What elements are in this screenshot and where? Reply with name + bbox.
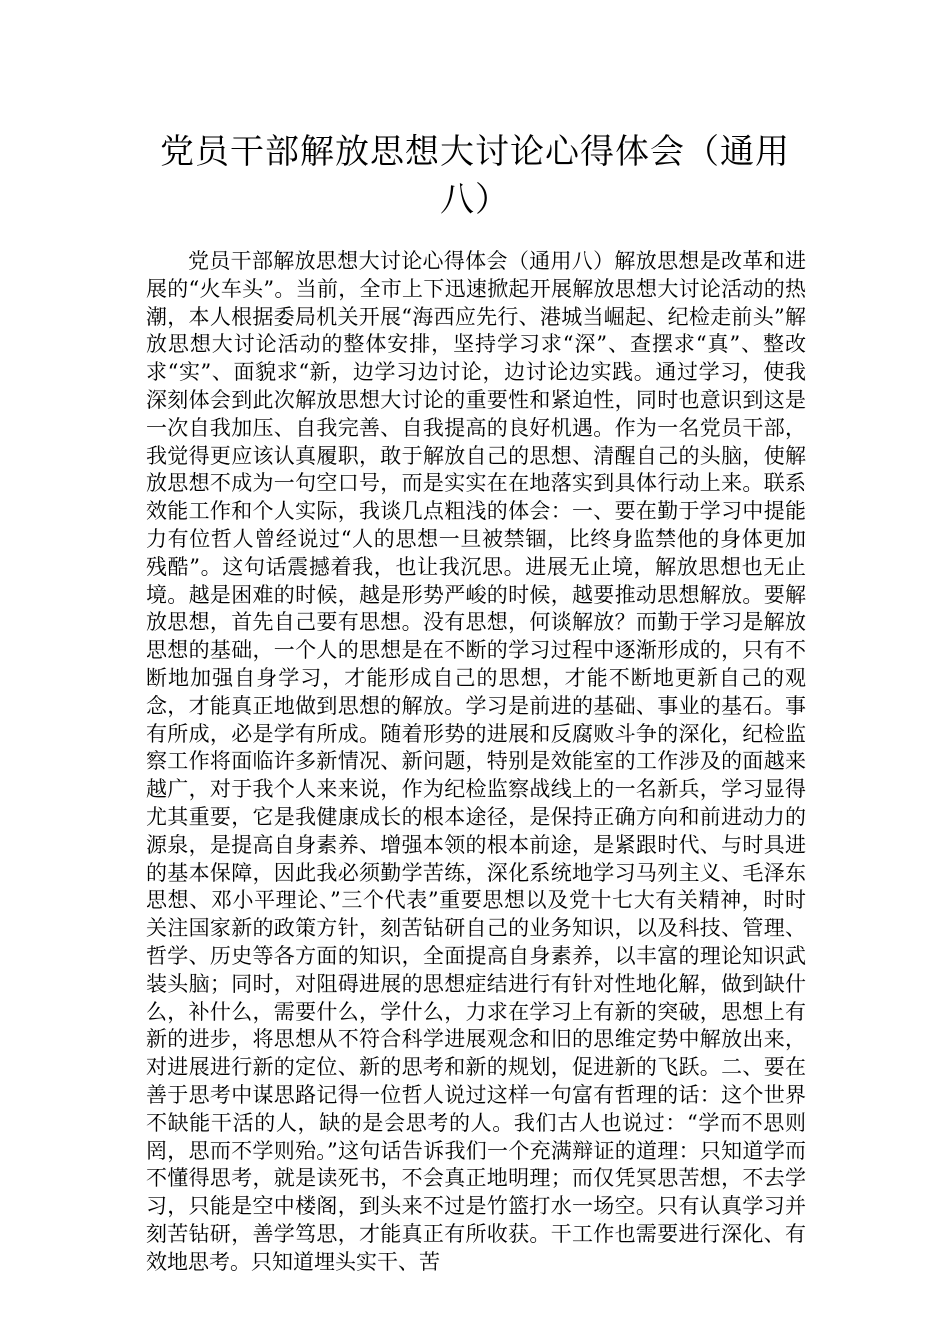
document-body-paragraph: 党员干部解放思想大讨论心得体会（通用八）解放思想是改革和进展的“火车头”。当前，全市上下迅速掀起开展解放思想大讨论活动的热潮，本人根据委局机关开展“海西应先行、港城当崛起、纪检走前头”解放思想大讨论活动的整体安排，坚持学习求“深”、查摆求“真”、整改求“实”、面貌求“新，边学习边讨论，边讨论边实践。通过学习，使我深刻体会到此次解放思想大讨论的重要性和紧迫性，同时也意识到这是一次自我加压、自我完善、自我提高的良好机遇。作为一名党员干部，我觉得更应该认真履职，敢于解放自己的思想、清醒自己的头脑，使解放思想不成为一句空口号，而是实实在在地落实到具体行动上来。联系效能工作和个人实际，我谈几点粗浅的体会：一、要在勤于学习中提能力有位哲人曾经说过“人的思想一旦被禁锢，比终身监禁他的身体更加残酷”。这句话震撼着我，也让我沉思。进展无止境，解放思想也无止境。越是困难的时候，越是形势严峻的时候，越要推动思想解放。要解放思想，首先自己要有思想。没有思想，何谈解放？而勤于学习是解放思想的基础，一个人的思想是在不断的学习过程中逐渐形成的，只有不断地加强自身学习，才能形成自己的思想，才能不断地更新自己的观念，才能真正地做到思想的解放。学习是前进的基础、事业的基石。事有所成，必是学有所成。随着形势的进展和反腐败斗争的深化，纪检监察工作将面临许多新情况、新问题，特别是效能室的工作涉及的面越来越广，对于我个人来来说，作为纪检监察战线上的一名新兵，学习显得尤其重要，它是我健康成长的根本途径，是保持正确方向和前进动力的源泉，是提高自身素养、增强本领的根本前途，是紧跟时代、与时具进的基本保障，因此我必须勤学苦练，深化系统地学习马列主义、毛泽东思想、邓小平理论、”三个代表”重要思想以及党十七大有关精神，时时关注国家新的政策方针，刻苦钻研自己的业务知识，以及科技、管理、哲学、历史等各方面的知识，全面提高自身素养，以丰富的理论知识武装头脑；同时，对阻碍进展的思想症结进行有针对性地化解，做到缺什么，补什么，需要什么，学什么，力求在学习上有新的突破，思想上有新的进步，将思想从不符合科学进展观念和旧的思维定势中解放出来，对进展进行新的定位、新的思考和新的规划，促进新的飞跃。二、要在善于思考中谋思路记得一位哲人说过这样一句富有哲理的话：这个世界不缺能干活的人，缺的是会思考的人。我们古人也说过：“学而不思则罔，思而不学则殆。”这句话告诉我们一个充满辩证的道理：只知道学而不懂得思考，就是读死书，不会真正地明理；而仅凭冥思苦想，不去学习，只能是空中楼阁，到头来不过是竹篮打水一场空。只有认真学习并刻苦钻研，善学笃思，才能真正有所收获。干工作也需要进行深化、有效地思考。只知道埋头实干、苦	[146, 249, 806, 1274]
document-title: 党员干部解放思想大讨论心得体会（通用八）	[160, 132, 790, 220]
